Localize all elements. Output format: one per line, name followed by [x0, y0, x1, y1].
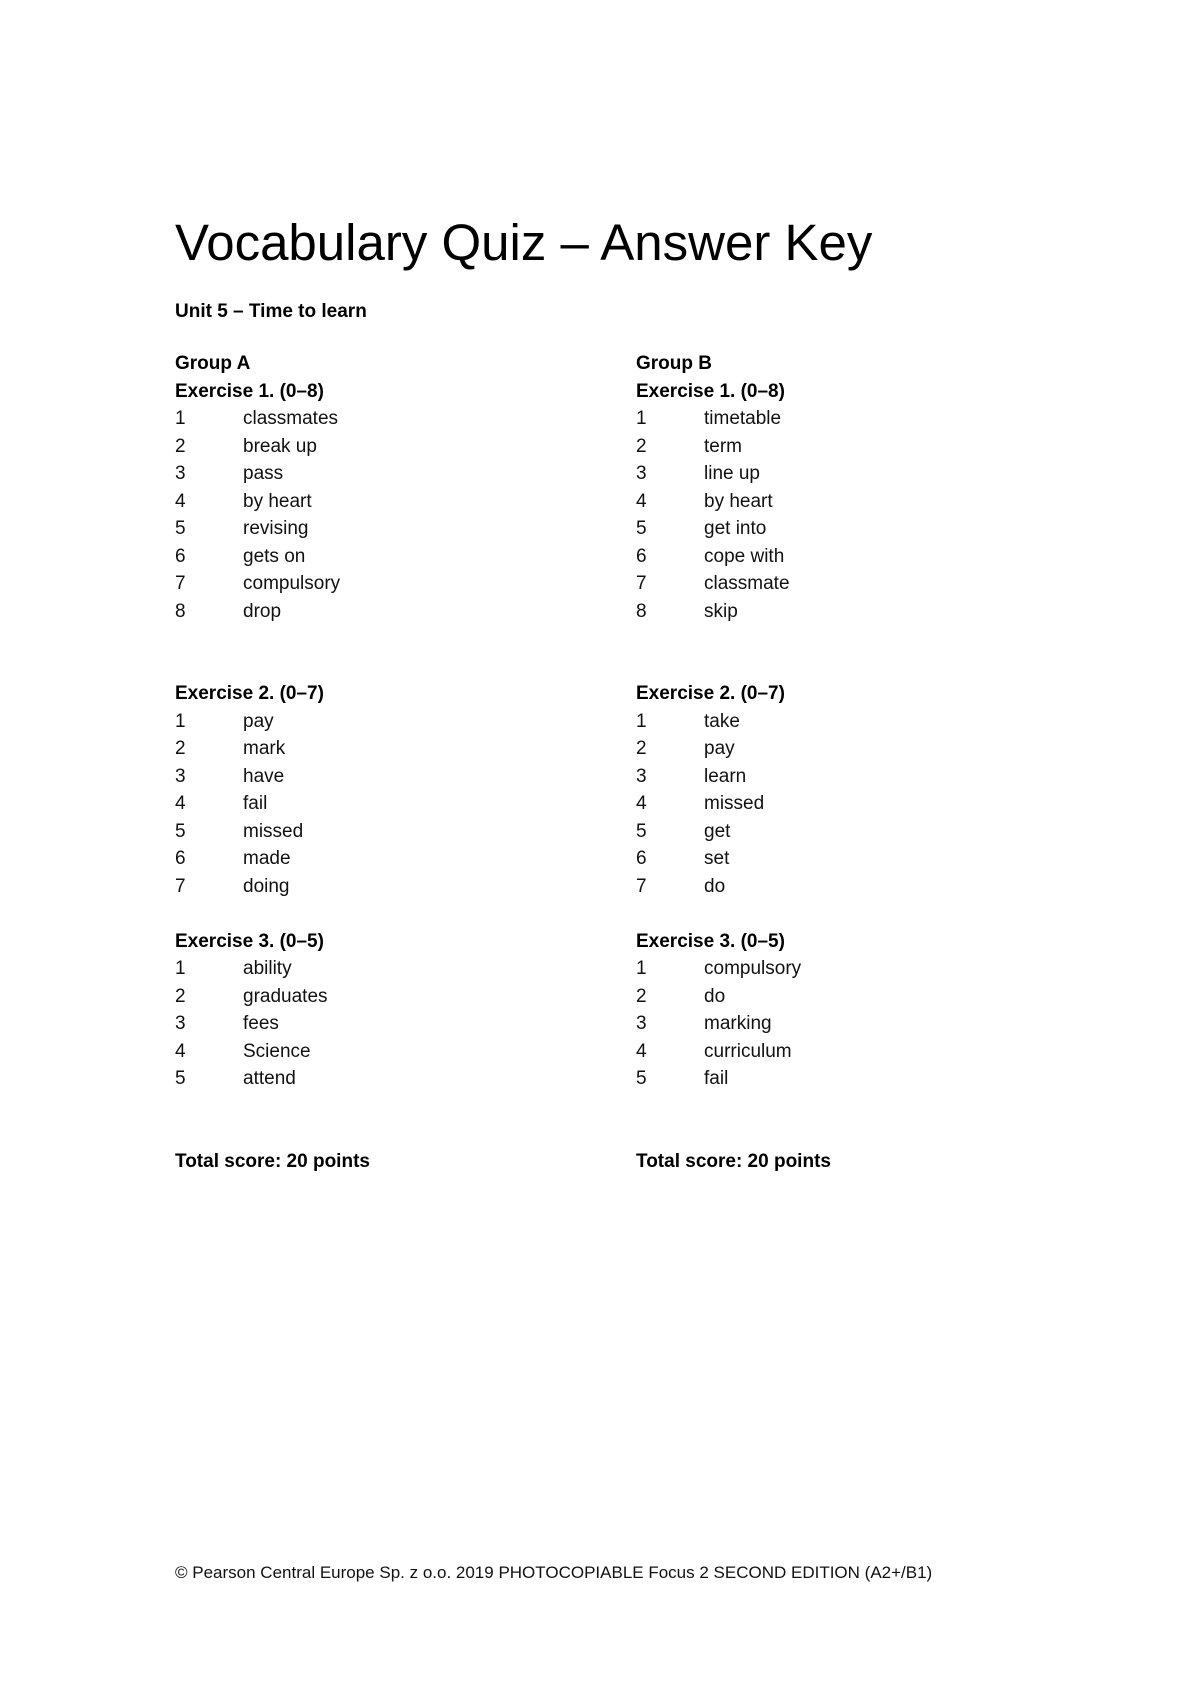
answer-number: 3	[175, 463, 186, 484]
answer-row	[636, 433, 1056, 461]
answer-text: revising	[243, 518, 309, 539]
answer-text: classmates	[243, 408, 339, 429]
answer-number: 4	[175, 1040, 186, 1062]
answer-row	[175, 873, 595, 901]
answer-text: fees	[243, 1013, 279, 1034]
answer-text: cope with	[704, 545, 785, 567]
answer-row	[636, 818, 1056, 846]
answer-number: 4	[636, 793, 647, 814]
group-heading: Group B	[636, 353, 712, 374]
answer-row	[636, 598, 1056, 626]
answer-number: 5	[636, 1068, 647, 1089]
group-heading: Group A	[175, 353, 251, 374]
answer-text: learn	[704, 765, 747, 787]
answer-row	[636, 790, 1056, 818]
answer-number: 6	[636, 545, 647, 567]
exercise-heading: Exercise 2. (0–7)	[636, 683, 785, 704]
answer-row	[636, 708, 1056, 736]
answer-text: fail	[704, 1068, 729, 1089]
answer-row	[175, 515, 595, 543]
answer-number: 1	[636, 958, 647, 979]
answer-text: term	[704, 435, 742, 457]
answer-row	[636, 515, 1056, 543]
answer-row	[175, 1010, 595, 1038]
answer-number: 3	[636, 463, 647, 484]
answer-text: compulsory	[243, 573, 341, 594]
answer-number: 5	[636, 820, 647, 842]
answer-text: curriculum	[704, 1040, 792, 1062]
answer-text: have	[243, 765, 285, 787]
answer-number: 2	[175, 985, 186, 1007]
answer-number: 2	[636, 985, 647, 1007]
answer-text: break up	[243, 435, 317, 457]
answer-number: 1	[175, 958, 186, 979]
answer-text: set	[704, 848, 730, 869]
answer-number: 3	[636, 765, 647, 787]
spacer	[636, 625, 1056, 680]
answer-row	[175, 405, 595, 433]
answer-row	[175, 845, 595, 873]
group-a-column	[175, 350, 595, 1175]
answer-number: 4	[175, 793, 186, 814]
answer-row	[175, 735, 595, 763]
answer-number: 7	[636, 573, 647, 594]
spacer	[175, 900, 595, 928]
answer-number: 2	[636, 738, 647, 759]
exercise-2	[636, 680, 1056, 900]
answer-row	[175, 598, 595, 626]
answer-number: 4	[636, 1040, 647, 1062]
answer-row	[636, 543, 1056, 571]
answer-row	[175, 433, 595, 461]
answer-number: 5	[175, 518, 186, 539]
answer-text: by heart	[243, 490, 312, 512]
spacer	[636, 1093, 1056, 1148]
answer-number: 1	[175, 408, 186, 429]
exercise-3	[636, 928, 1056, 1093]
answer-text: do	[704, 985, 726, 1007]
answer-text: ability	[243, 958, 292, 979]
answer-row	[636, 845, 1056, 873]
answer-text: compulsory	[704, 958, 802, 979]
answer-text: line up	[704, 463, 760, 484]
answer-row	[175, 983, 595, 1011]
answer-text: pay	[243, 710, 274, 732]
exercise-3	[175, 928, 595, 1093]
answer-row	[636, 735, 1056, 763]
answer-number: 2	[175, 435, 186, 457]
answer-number: 8	[636, 600, 647, 622]
answer-text: do	[704, 875, 726, 897]
exercise-2	[175, 680, 595, 900]
answer-number: 2	[636, 435, 647, 457]
answer-text: made	[243, 848, 291, 869]
answer-row	[636, 1010, 1056, 1038]
answer-row	[175, 818, 595, 846]
answer-text: by heart	[704, 490, 773, 512]
unit-subtitle: Unit 5 – Time to learn	[175, 301, 367, 322]
answer-row	[636, 983, 1056, 1011]
answer-text: pay	[704, 738, 735, 759]
answer-number: 6	[175, 848, 186, 869]
answer-row	[175, 543, 595, 571]
answer-text: take	[704, 710, 740, 732]
answer-row	[636, 460, 1056, 488]
total-score: Total score: 20 points	[636, 1150, 831, 1172]
answer-row	[636, 763, 1056, 791]
answer-number: 6	[175, 545, 186, 567]
answer-number: 8	[175, 600, 186, 622]
answer-text: classmate	[704, 573, 790, 594]
total-score: Total score: 20 points	[175, 1150, 370, 1172]
answer-text: pass	[243, 463, 284, 484]
answer-text: graduates	[243, 985, 328, 1007]
answer-number: 3	[175, 1013, 186, 1034]
copyright-footer: © Pearson Central Europe Sp. z o.o. 2019 PHOTOCOPIABLE Focus 2 SECOND EDITION (A2+/B1)	[175, 1563, 933, 1582]
exercise-heading: Exercise 3. (0–5)	[175, 930, 324, 952]
answer-text: get into	[704, 518, 767, 539]
answer-text: fail	[243, 793, 268, 814]
answer-row	[636, 1038, 1056, 1066]
answer-number: 7	[636, 875, 647, 897]
answer-text: doing	[243, 875, 290, 897]
answer-row	[636, 1065, 1056, 1093]
answer-row	[175, 763, 595, 791]
answer-row	[175, 570, 595, 598]
answer-row	[175, 488, 595, 516]
answer-text: skip	[704, 600, 738, 622]
answer-text: missed	[704, 793, 765, 814]
answer-row	[636, 405, 1056, 433]
answer-text: attend	[243, 1068, 296, 1089]
exercise-1	[175, 378, 595, 626]
answer-number: 1	[636, 408, 647, 429]
answer-number: 2	[175, 738, 186, 759]
answer-text: gets on	[243, 545, 306, 567]
exercise-1	[636, 378, 1056, 626]
answer-number: 1	[636, 710, 647, 732]
answer-text: get	[704, 820, 731, 842]
answer-row	[636, 570, 1056, 598]
answer-number: 6	[636, 848, 647, 869]
answer-text: marking	[704, 1013, 772, 1034]
exercise-heading: Exercise 2. (0–7)	[175, 683, 324, 704]
answer-number: 3	[175, 765, 186, 787]
answer-text: drop	[243, 600, 282, 622]
answer-number: 1	[175, 710, 186, 732]
answer-text: Science	[243, 1040, 311, 1062]
answer-row	[175, 955, 595, 983]
answer-row	[175, 708, 595, 736]
answer-row	[175, 1065, 595, 1093]
answer-text: timetable	[704, 408, 782, 429]
answer-row	[636, 873, 1056, 901]
answer-number: 7	[175, 573, 186, 594]
answer-number: 7	[175, 875, 186, 897]
answer-number: 5	[636, 518, 647, 539]
answer-row	[636, 955, 1056, 983]
answer-number: 3	[636, 1013, 647, 1034]
answer-text: missed	[243, 820, 304, 842]
answer-text: mark	[243, 738, 286, 759]
exercise-heading: Exercise 1. (0–8)	[636, 380, 785, 402]
page-title: Vocabulary Quiz – Answer Key	[175, 214, 873, 271]
spacer	[175, 1093, 595, 1148]
exercise-heading: Exercise 1. (0–8)	[175, 380, 324, 402]
spacer	[175, 625, 595, 680]
answer-number: 5	[175, 820, 186, 842]
answer-number: 4	[175, 490, 186, 512]
answer-number: 4	[636, 490, 647, 512]
answer-number: 5	[175, 1068, 186, 1089]
answer-row	[175, 790, 595, 818]
answer-row	[175, 1038, 595, 1066]
spacer	[636, 900, 1056, 928]
answer-row	[175, 460, 595, 488]
group-b-column	[636, 350, 1056, 1175]
answer-row	[636, 488, 1056, 516]
exercise-heading: Exercise 3. (0–5)	[636, 930, 785, 952]
